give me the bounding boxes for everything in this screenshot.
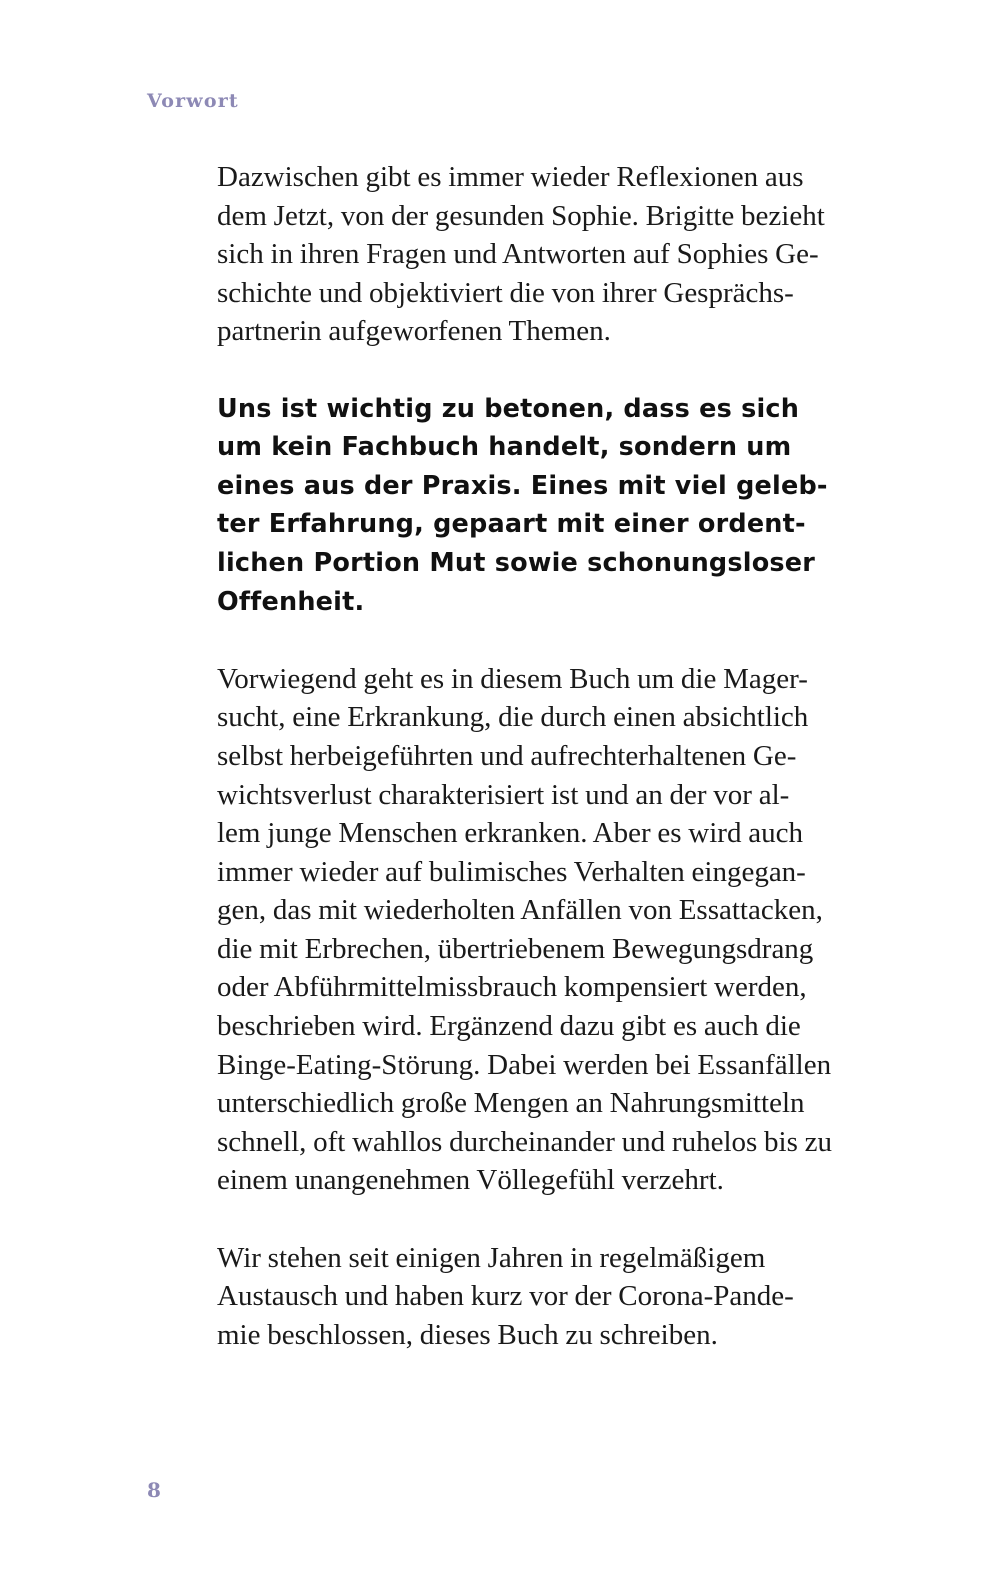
page-number: 8	[147, 1478, 161, 1502]
paragraph-emphasis-statement: Uns ist wichtig zu betonen, dass es sich um kein Fachbuch handelt, sondern um eines aus der Praxis. Eines mit viel geleb- ter Erfahrung, gepaart mit einer ordent- lichen Portion Mut sowie schonungsloser Offenheit.	[217, 393, 828, 617]
main-text	[217, 158, 838, 1354]
paragraph-collaboration: Wir stehen seit einigen Jahren in regelmäßigem Austausch und haben kurz vor der Corona-Pande- mie beschlossen, dieses Buch zu schreiben.	[217, 1241, 794, 1351]
running-head: Vorwort	[147, 90, 239, 112]
paragraph-reflections: Dazwischen gibt es immer wieder Reflexionen aus dem Jetzt, von der gesunden Sophie. Brigitte bezieht sich in ihren Fragen und Antworten auf Sophies Ge- schichte und objektiviert die von ihrer Gesprächs- partnerin aufgeworfenen Themen.	[217, 161, 825, 348]
paragraph-eating-disorders: Vorwiegend geht es in diesem Buch um die Mager- sucht, eine Erkrankung, die durch einen absichtlich selbst herbeigeführten und aufrechterhaltenen Ge- wichtsverlust charakterisiert ist und an der vor al- lem junge Menschen erkranken. Aber es wird auch immer wieder auf bulimisches Verhalten eingegan- gen, das mit wiederholten Anfällen von Essattacken, die mit Erbrechen, übertriebenem Bewegungsdrang oder Abführmittelmissbrauch kompensiert werden, beschrieben wird. Ergänzend dazu gibt es auch die Binge-Eating-Störung. Dabei werden bei Essanfällen unterschiedlich große Mengen an Nahrungsmitteln schnell, oft wahllos durcheinander und ruhelos bis zu einem unangenehmen Völlegefühl verzehrt.	[217, 662, 833, 1197]
